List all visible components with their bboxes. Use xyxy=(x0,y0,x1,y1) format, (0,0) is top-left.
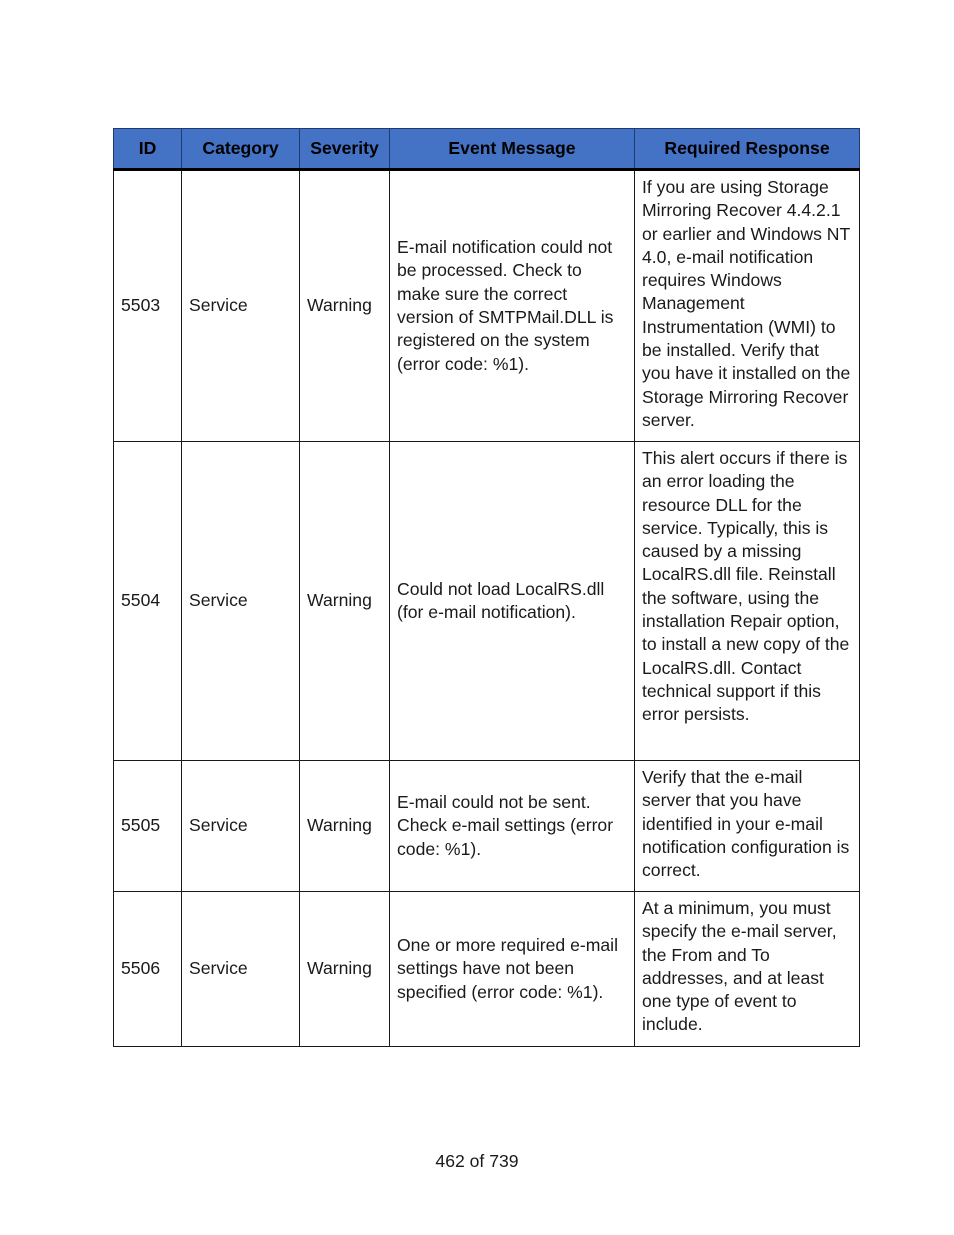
cell-event-message: Could not load LocalRS.dll (for e-mail notification). xyxy=(390,442,635,761)
table-row xyxy=(114,170,860,442)
table-row xyxy=(114,761,860,892)
event-messages-table xyxy=(113,128,860,1047)
cell-severity: Warning xyxy=(300,170,390,442)
cell-severity: Warning xyxy=(300,892,390,1047)
cell-required-response: If you are using Storage Mirroring Recover 4.4.2.1 or earlier and Windows NT 4.0, e-mail notification requires Windows Management Instrumentation (WMI) to be installed. Verify that you have it installed on the Storage Mirroring Recover server. xyxy=(635,170,860,442)
cell-id: 5506 xyxy=(114,892,182,1047)
cell-category: Service xyxy=(182,442,300,761)
cell-required-response: At a minimum, you must specify the e-mail server, the From and To addresses, and at least one type of event to include. xyxy=(635,892,860,1047)
cell-required-response: This alert occurs if there is an error loading the resource DLL for the service. Typically, this is caused by a missing LocalRS.dll file. Reinstall the software, using the installation Repair option, to install a new copy of the LocalRS.dll. Contact technical support if this error persists. xyxy=(635,442,860,761)
page-number: 462 of 739 xyxy=(435,1151,519,1171)
table-row xyxy=(114,892,860,1047)
header-id: ID xyxy=(114,129,182,170)
header-severity: Severity xyxy=(300,129,390,170)
header-event-message: Event Message xyxy=(390,129,635,170)
table-header-row xyxy=(114,129,860,170)
header-required-response: Required Response xyxy=(635,129,860,170)
table-row xyxy=(114,442,860,761)
header-category: Category xyxy=(182,129,300,170)
cell-event-message: E-mail notification could not be processed. Check to make sure the correct version of SMTPMail.DLL is registered on the system (error code: %1). xyxy=(390,170,635,442)
cell-event-message: One or more required e-mail settings have not been specified (error code: %1). xyxy=(390,892,635,1047)
cell-id: 5504 xyxy=(114,442,182,761)
cell-required-response: Verify that the e-mail server that you have identified in your e-mail notification configuration is correct. xyxy=(635,761,860,892)
cell-category: Service xyxy=(182,170,300,442)
cell-id: 5503 xyxy=(114,170,182,442)
cell-severity: Warning xyxy=(300,761,390,892)
cell-category: Service xyxy=(182,761,300,892)
cell-id: 5505 xyxy=(114,761,182,892)
cell-event-message: E-mail could not be sent. Check e-mail settings (error code: %1). xyxy=(390,761,635,892)
cell-category: Service xyxy=(182,892,300,1047)
cell-severity: Warning xyxy=(300,442,390,761)
